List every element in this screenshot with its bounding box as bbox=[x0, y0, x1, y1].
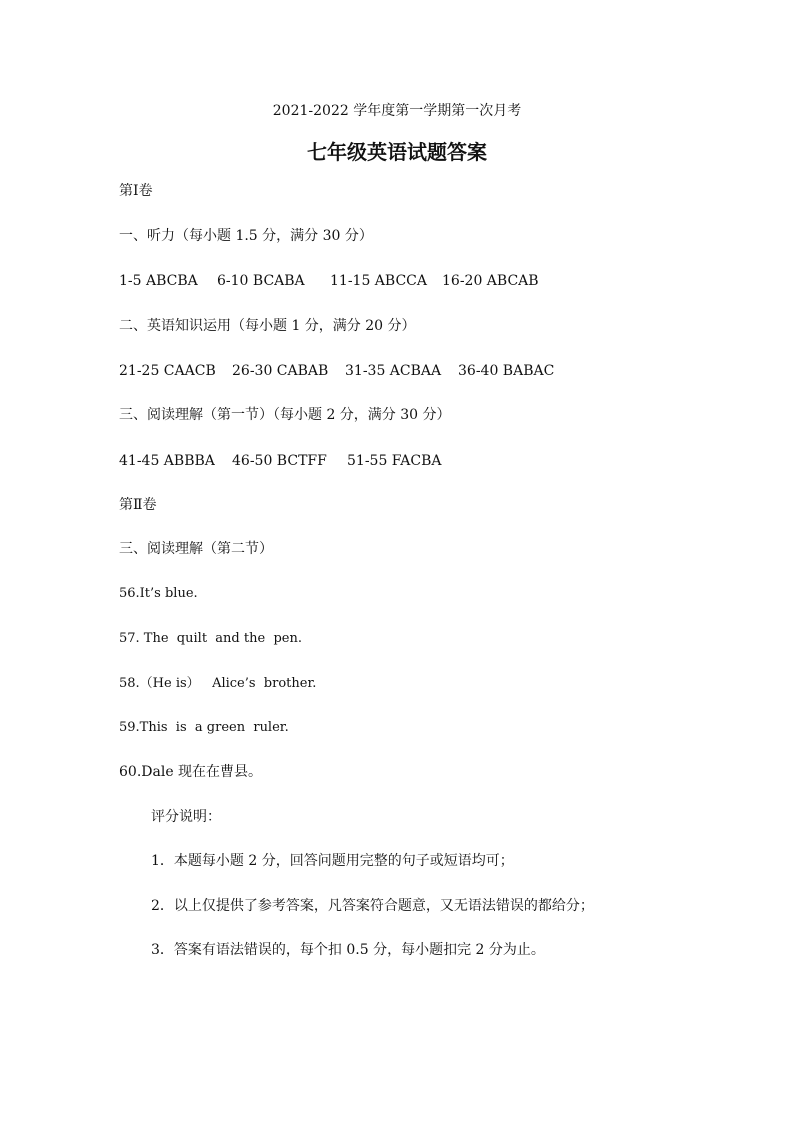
volume-1-label: 第Ⅰ卷 bbox=[119, 183, 153, 199]
section-reading-2-heading: 三、阅读理解（第二节） bbox=[119, 541, 273, 557]
answer-group: 31-35 ACBAA bbox=[345, 363, 442, 379]
answer-group: 51-55 FACBA bbox=[347, 453, 442, 469]
page-title: 七年级英语试题答案 bbox=[307, 140, 487, 164]
listening-answers bbox=[119, 272, 539, 290]
knowledge-answers bbox=[119, 362, 554, 380]
answer-58: 58.（He is） Alice’s brother. bbox=[119, 676, 317, 691]
section-knowledge-heading: 二、英语知识运用（每小题 1 分，满分 20 分） bbox=[119, 318, 416, 334]
answer-group: 46-50 BCTFF bbox=[232, 453, 327, 469]
scoring-item-3: 3．答案有语法错误的，每个扣 0.5 分，每小题扣完 2 分为止。 bbox=[151, 942, 545, 958]
answer-group: 26-30 CABAB bbox=[232, 363, 329, 379]
answer-group: 41-45 ABBBA bbox=[119, 453, 215, 469]
answer-59: 59.This is a green ruler. bbox=[119, 720, 289, 735]
section-listening-heading: 一、听力（每小题 1.5 分，满分 30 分） bbox=[119, 228, 373, 244]
reading-1-answers bbox=[119, 452, 442, 470]
section-reading-1-heading: 三、阅读理解（第一节）（每小题 2 分，满分 30 分） bbox=[119, 407, 451, 423]
answer-60: 60.Dale 现在在曹县。 bbox=[119, 764, 263, 780]
volume-2-label: 第Ⅱ卷 bbox=[119, 497, 157, 513]
answer-group: 21-25 CAACB bbox=[119, 363, 216, 379]
answer-group: 1-5 ABCBA bbox=[119, 273, 198, 289]
answer-group: 36-40 BABAC bbox=[458, 363, 555, 379]
answer-57: 57. The quilt and the pen. bbox=[119, 631, 302, 646]
answer-group: 6-10 BCABA bbox=[217, 273, 305, 289]
scoring-heading: 评分说明： bbox=[151, 809, 221, 825]
answer-group: 11-15 ABCCA bbox=[330, 273, 428, 289]
exam-subtitle: 2021-2022 学年度第一学期第一次月考 bbox=[272, 103, 522, 119]
scoring-item-1: 1．本题每小题 2 分，回答问题用完整的句子或短语均可； bbox=[151, 853, 514, 869]
scoring-item-2: 2．以上仅提供了参考答案，凡答案符合题意，又无语法错误的都给分； bbox=[151, 898, 594, 914]
answer-group: 16-20 ABCAB bbox=[442, 273, 539, 289]
answer-56: 56.It’s blue. bbox=[119, 586, 198, 601]
